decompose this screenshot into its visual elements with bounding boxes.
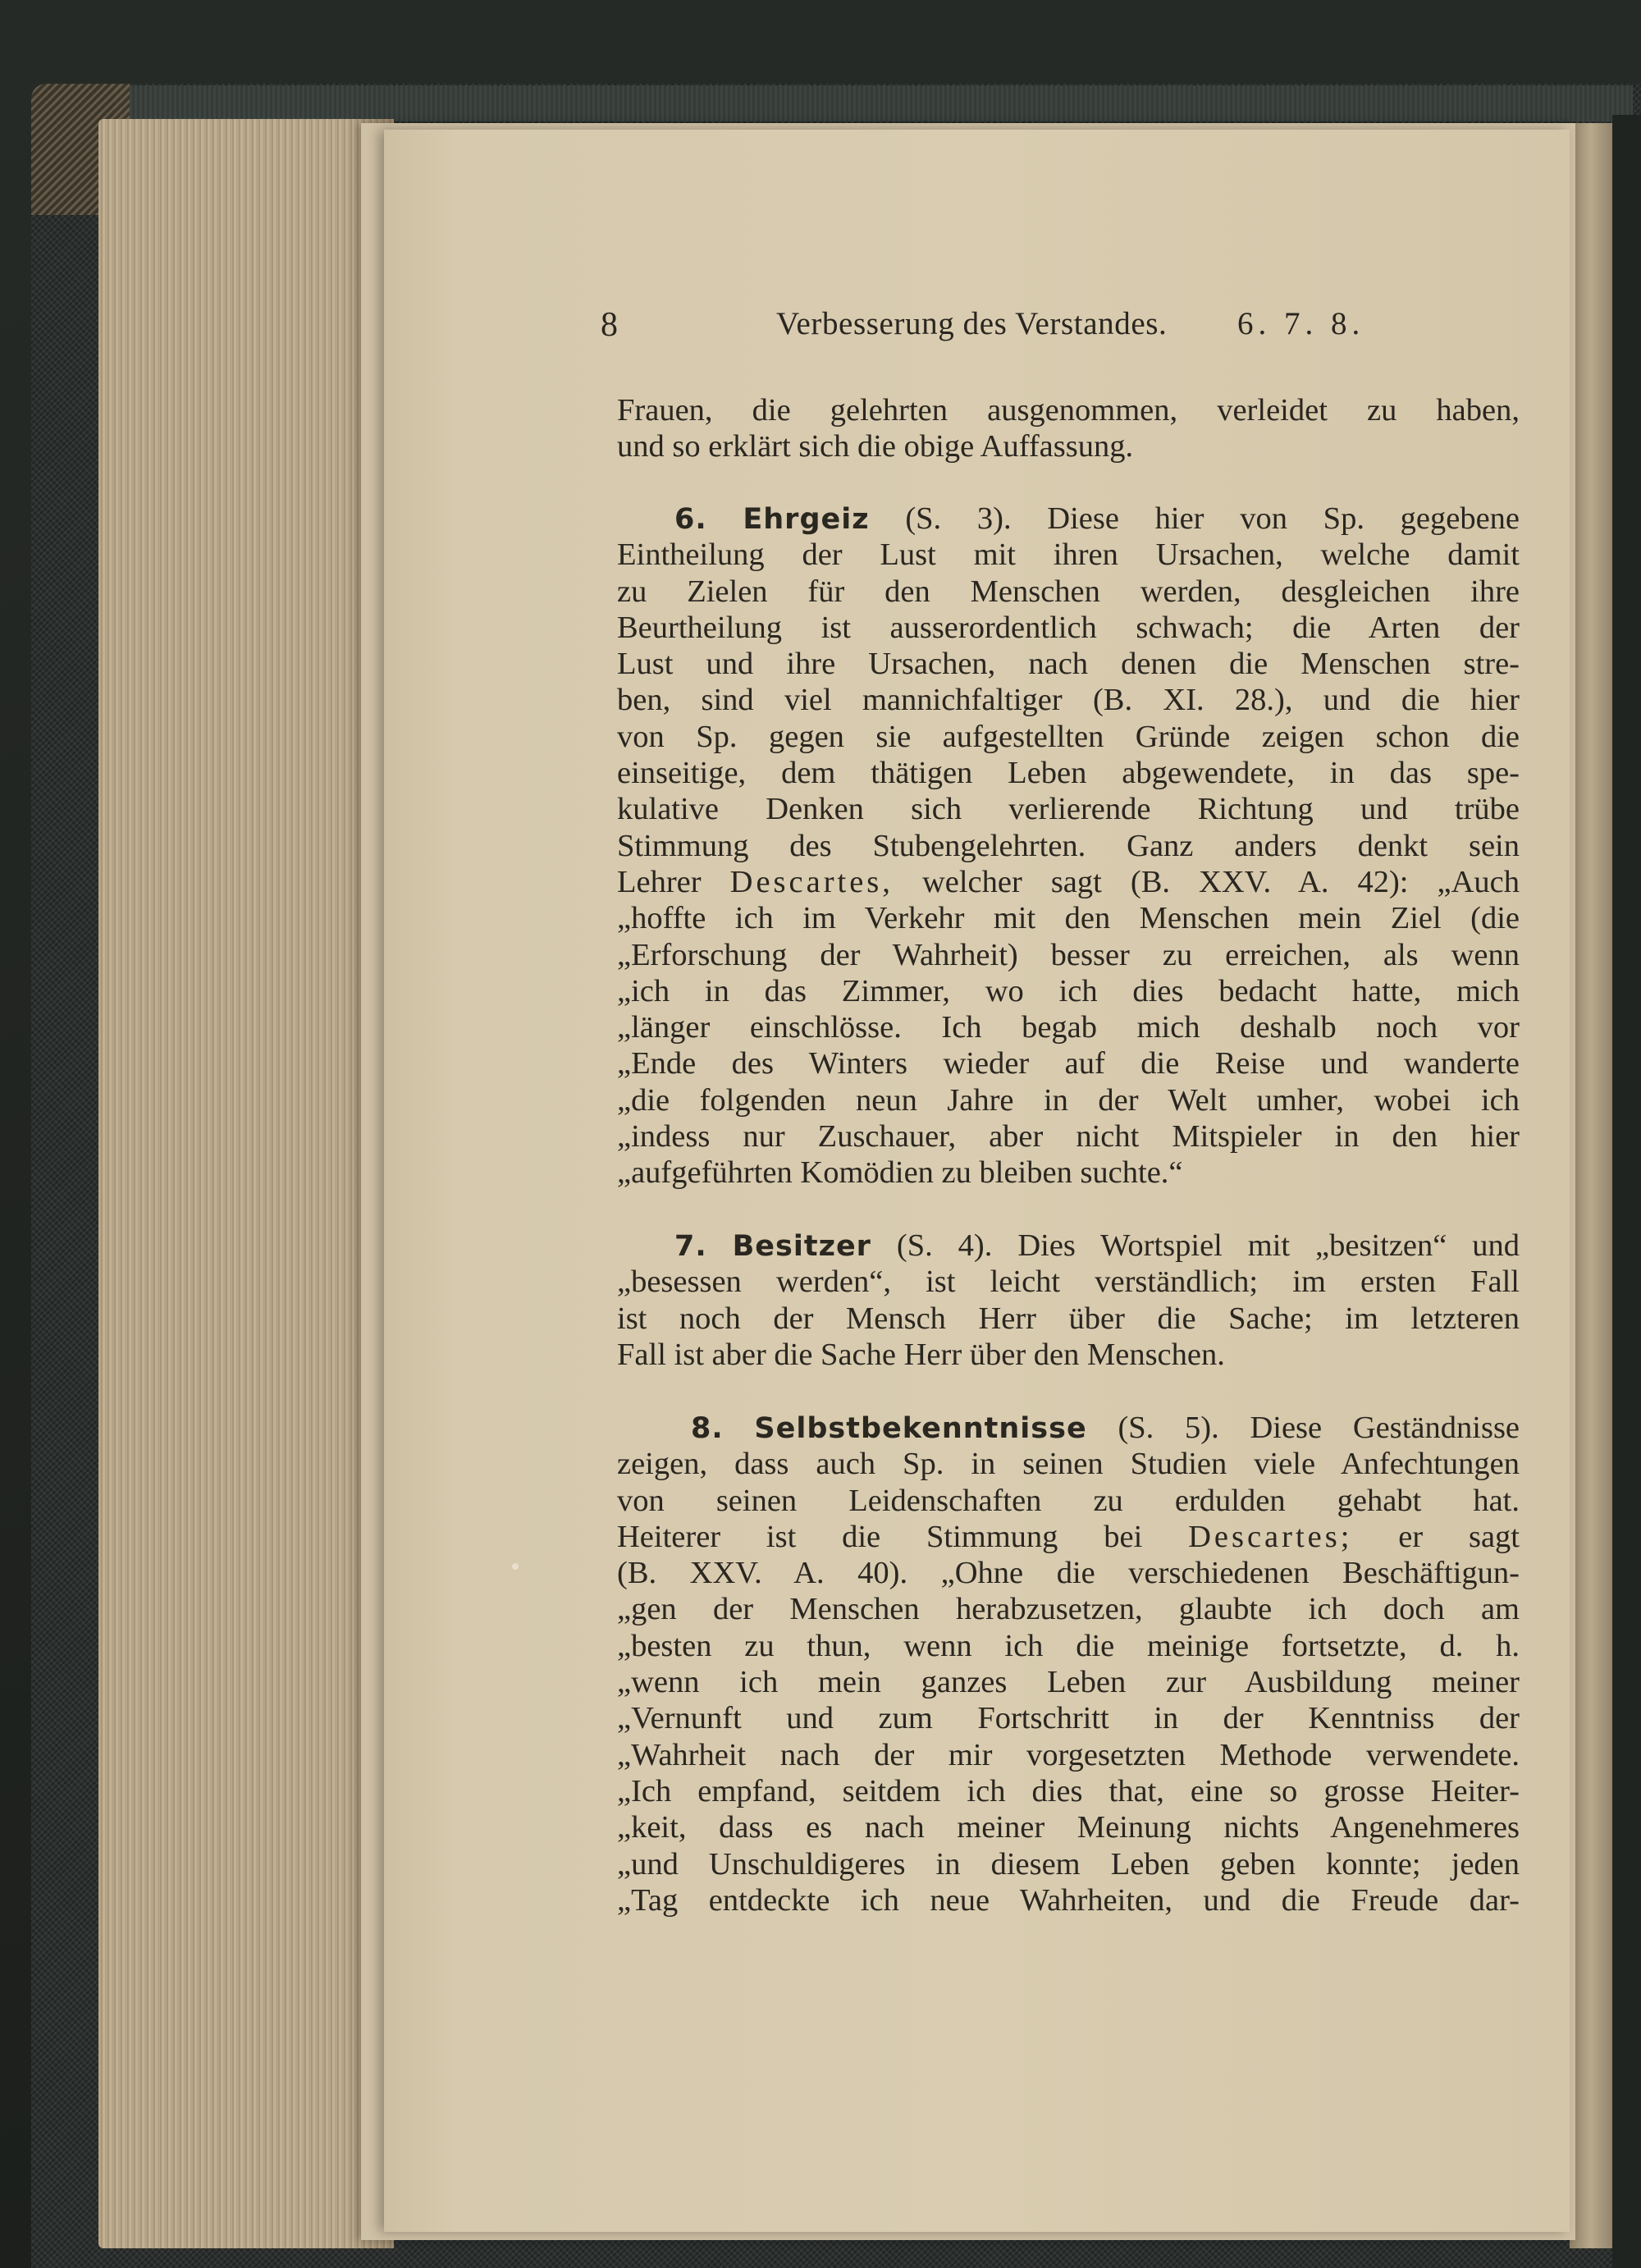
text-fragment: er sagt <box>1398 1519 1520 1554</box>
text-fragment: welcher sagt (B. XXV. A. 42): „Auch <box>921 864 1520 899</box>
text-line: Beurtheilung ist ausserordentlich schwach; die Arten der <box>617 610 1520 645</box>
text-line: Fall ist aber die Sache Herr über den Menschen. <box>617 1337 1225 1372</box>
intro-paragraph <box>617 392 1520 465</box>
text-line: zu Zielen für den Menschen werden, desgleichen ihre <box>617 574 1520 609</box>
section-number: 8. <box>691 1412 724 1445</box>
text-line: ist noch der Mensch Herr über die Sache; im letzteren <box>617 1301 1520 1336</box>
dust-spot <box>512 1563 519 1570</box>
quote-line: „Ich empfand, seitdem ich dies that, eine so grosse Heiter- <box>617 1773 1520 1808</box>
quote-line: „Tag entdeckte ich neue Wahrheiten, und die Freude dar- <box>617 1882 1520 1918</box>
section-heading-line <box>617 501 1520 537</box>
text-fragment: Lehrer <box>617 864 702 899</box>
text-line: ben, sind viel mannichfaltiger (B. XI. 28.), und die hier <box>617 683 1520 718</box>
quote-line: „Ende des Winters wieder auf die Reise und wanderte <box>617 1046 1520 1081</box>
quote-line: „hoffte ich im Verkehr mit den Menschen mein Ziel (die <box>617 901 1520 936</box>
spaced-name: Descartes, <box>729 864 894 899</box>
section-title: Besitzer <box>732 1230 871 1263</box>
book-cover-cloth <box>115 85 1633 121</box>
spaced-name: Descartes; <box>1188 1519 1353 1554</box>
page-number: 8 <box>601 306 618 344</box>
scan-background-right <box>1612 115 1641 2268</box>
quote-line: „wenn ich mein ganzes Leben zur Ausbildung meiner <box>617 1665 1520 1700</box>
quote-line: „indess nur Zuschauer, aber nicht Mitspieler in den hier <box>617 1119 1520 1155</box>
quote-line: „aufgeführten Komödien zu bleiben suchte.“ <box>617 1155 1183 1191</box>
text-line: von seinen Leidenschaften zu erdulden gehabt hat. <box>617 1483 1520 1518</box>
text-line: Frauen, die gelehrten ausgenommen, verleidet zu haben, <box>617 393 1520 428</box>
section-title: Selbstbekenntnisse <box>754 1412 1087 1445</box>
section-reference: (S. 3). <box>905 501 1012 536</box>
text-line: „besessen werden“, ist leicht verständlich; im ersten Fall <box>617 1264 1520 1300</box>
text-line: Stimmung des Stubengelehrten. Ganz anders denkt sein <box>617 828 1520 863</box>
text-line: kulative Denken sich verlierende Richtung und trübe <box>617 792 1520 827</box>
running-head-title: Verbesserung des Verstandes. <box>776 306 1168 341</box>
section-7 <box>617 1228 1520 1373</box>
text-line-descartes <box>617 1519 1520 1555</box>
quote-line: (B. XXV. A. 40). „Ohne die verschiedenen Beschäftigun- <box>617 1556 1520 1591</box>
section-first-line: Dies Wortspiel mit „besitzen“ und <box>1017 1228 1520 1263</box>
quote-line: „die folgenden neun Jahre in der Welt umher, wobei ich <box>617 1082 1520 1118</box>
quote-line: „länger einschlösse. Ich begab mich deshalb noch vor <box>617 1010 1520 1045</box>
section-title: Ehrgeiz <box>743 503 870 536</box>
section-heading-line <box>617 1228 1520 1264</box>
text-line: zeigen, dass auch Sp. in seinen Studien viele Anfechtungen <box>617 1447 1520 1482</box>
quote-line: „Erforschung der Wahrheit) besser zu erreichen, als wenn <box>617 937 1520 972</box>
section-reference: (S. 5). <box>1118 1411 1219 1445</box>
section-reference: (S. 4). <box>896 1228 993 1263</box>
text-line-descartes <box>617 864 1520 900</box>
text-fragment: Heiterer ist die Stimmung bei <box>617 1519 1143 1554</box>
text-line: einseitige, dem thätigen Leben abgewendete, in das spe- <box>617 756 1520 791</box>
section-heading-line <box>617 1410 1520 1446</box>
quote-line: „keit, dass es nach meiner Meinung nichts Angenehmeres <box>617 1810 1520 1845</box>
running-head-sections: 6. 7. 8. <box>1237 306 1365 341</box>
quote-line: „Vernunft und zum Fortschritt in der Kenntniss der <box>617 1701 1520 1736</box>
quote-line: „besten zu thun, wenn ich die meinige fortsetzte, d. h. <box>617 1628 1520 1663</box>
section-first-line: Diese hier von Sp. gegebene <box>1047 501 1520 536</box>
text-line: von Sp. gegen sie aufgestellten Gründe zeigen schon die <box>617 719 1520 754</box>
text-line: Lust und ihre Ursachen, nach denen die Menschen stre- <box>617 647 1520 682</box>
quote-line: „ich in das Zimmer, wo ich dies bedacht hatte, mich <box>617 973 1520 1008</box>
section-6 <box>617 501 1520 1191</box>
section-number: 6. <box>674 503 707 536</box>
text-line: Eintheilung der Lust mit ihren Ursachen, welche damit <box>617 537 1520 573</box>
quote-line: „und Unschuldigeres in diesem Leben geben konnte; jeden <box>617 1846 1520 1882</box>
quote-line: „Wahrheit nach der mir vorgesetzten Methode verwendete. <box>617 1737 1520 1772</box>
quote-line: „gen der Menschen herabzusetzen, glaubte ich doch am <box>617 1592 1520 1627</box>
section-first-line: Diese Geständnisse <box>1250 1411 1520 1445</box>
text-line: und so erklärt sich die obige Auffassung. <box>617 429 1134 464</box>
section-8 <box>617 1410 1520 1918</box>
section-number: 7. <box>674 1230 707 1263</box>
